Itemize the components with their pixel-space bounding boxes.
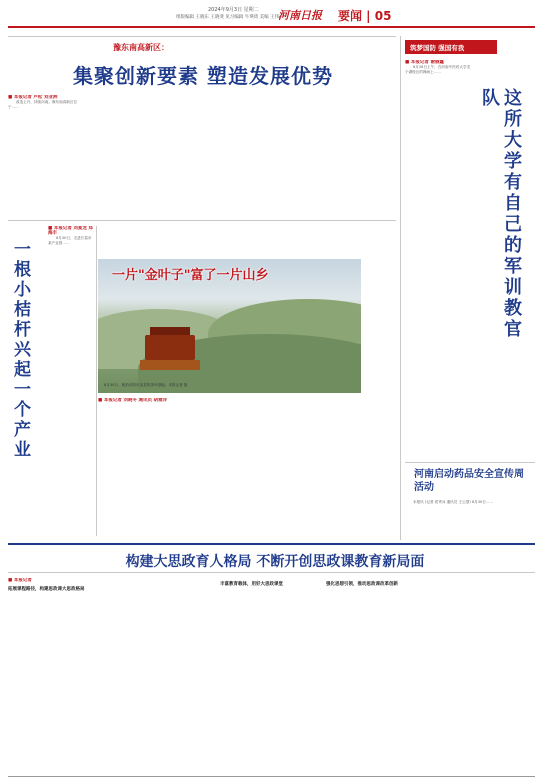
photo-caption: 8月30日，航拍信阳市某县的茶叶基地。本报记者 摄: [104, 383, 188, 387]
masthead-editors: 组版编辑 王晓东 王晓斐 见习编辑 牛瑛琦 美编 王伟宾: [176, 15, 284, 20]
bottom-story-col1: [8, 578, 108, 773]
right-story-col: [405, 60, 473, 460]
safety-story-rule: [405, 462, 535, 463]
top-story-col2: [88, 95, 163, 215]
photo-title: 一片"金叶子"富了一片山乡: [112, 268, 269, 283]
top-story-bottom-rule: [8, 220, 396, 221]
bottom-story-col3: [220, 578, 320, 773]
right-story-tag: 筑梦国防 强国有我: [405, 40, 497, 54]
top-story-dept-tag: 豫东南高新区：: [113, 43, 169, 52]
page-section: 要闻 | 05: [338, 9, 392, 23]
left-story-vertical-title: 一根小桔杆兴起一个产业: [10, 240, 30, 460]
top-story-headline: 集聚创新要素 塑造发展优势: [73, 64, 333, 88]
top-story-col1: [8, 95, 83, 215]
photo-story-col1: [98, 398, 182, 538]
pavilion-base: [140, 360, 200, 370]
bottom-story-col4: [326, 578, 426, 773]
bottom-story-subhead-3: 强化思想引领，推动思政课改革创新: [326, 582, 398, 587]
bottom-story-headline: 构建大思政育人格局 不断开创思政课教育新局面: [125, 554, 425, 570]
right-column-divider: [400, 36, 401, 540]
bottom-story-col2: [114, 578, 214, 773]
left-story-body: 8月30日，走进长葛市某产业园……: [48, 236, 92, 245]
right-story-vertical-title: 这所大学有自己的军训教官队: [479, 88, 522, 340]
safety-story-col: [405, 500, 535, 540]
newspaper-logo: 河南日报: [278, 9, 322, 22]
right-story-body: 8月28日上午，在河南中医药大学龙子湖校区的操场上……: [405, 65, 471, 74]
masthead-date: 2024年9月3日 星期二: [208, 7, 259, 13]
bottom-story-subhead-2: 丰富教育载体，用好大思政课堂: [220, 582, 283, 587]
top-story-col4: [248, 95, 323, 215]
left-story-col: [48, 226, 94, 536]
safety-story-headline: 河南启动药品安全宣传周活动: [414, 469, 524, 493]
top-story-body: 改造上升，持续向南。豫东南高新区位于……: [8, 100, 78, 109]
bottom-story-headline-rule: [8, 572, 535, 573]
safety-story-body: 本报讯 (记者 侯秀冰 通讯员 王云望) 8月30日……: [413, 500, 494, 504]
top-story-byline: ■ 本报记者 卢松 刘亚洲: [8, 95, 58, 100]
top-story-col5: [328, 95, 396, 215]
right-story-byline: ■ 本报记者 谢丽鑫: [405, 60, 444, 65]
left-story-byline: ■ 本报记者 刘夏龙 郑海丰: [48, 226, 93, 236]
top-story-rule: [8, 36, 396, 37]
top-story-col3: [168, 95, 243, 215]
photo-story-col3: [278, 398, 362, 538]
pavilion-roof: [145, 335, 195, 360]
bottom-story-col5: [432, 578, 535, 773]
photo-story-byline: ■ 本报记者 刘晓冬 通讯员 胡雅洋: [98, 398, 168, 403]
masthead: [8, 4, 535, 28]
bottom-story-subhead-1: 拓展课程路径，构建思政课大思政格局: [8, 587, 85, 592]
left-story-divider: [96, 226, 97, 536]
photo-story-col2: [188, 398, 272, 538]
bottom-story-byline: ■ 本报记者: [8, 578, 32, 583]
bottom-story-top-rule: [8, 543, 535, 545]
footer-rule: [8, 776, 535, 777]
